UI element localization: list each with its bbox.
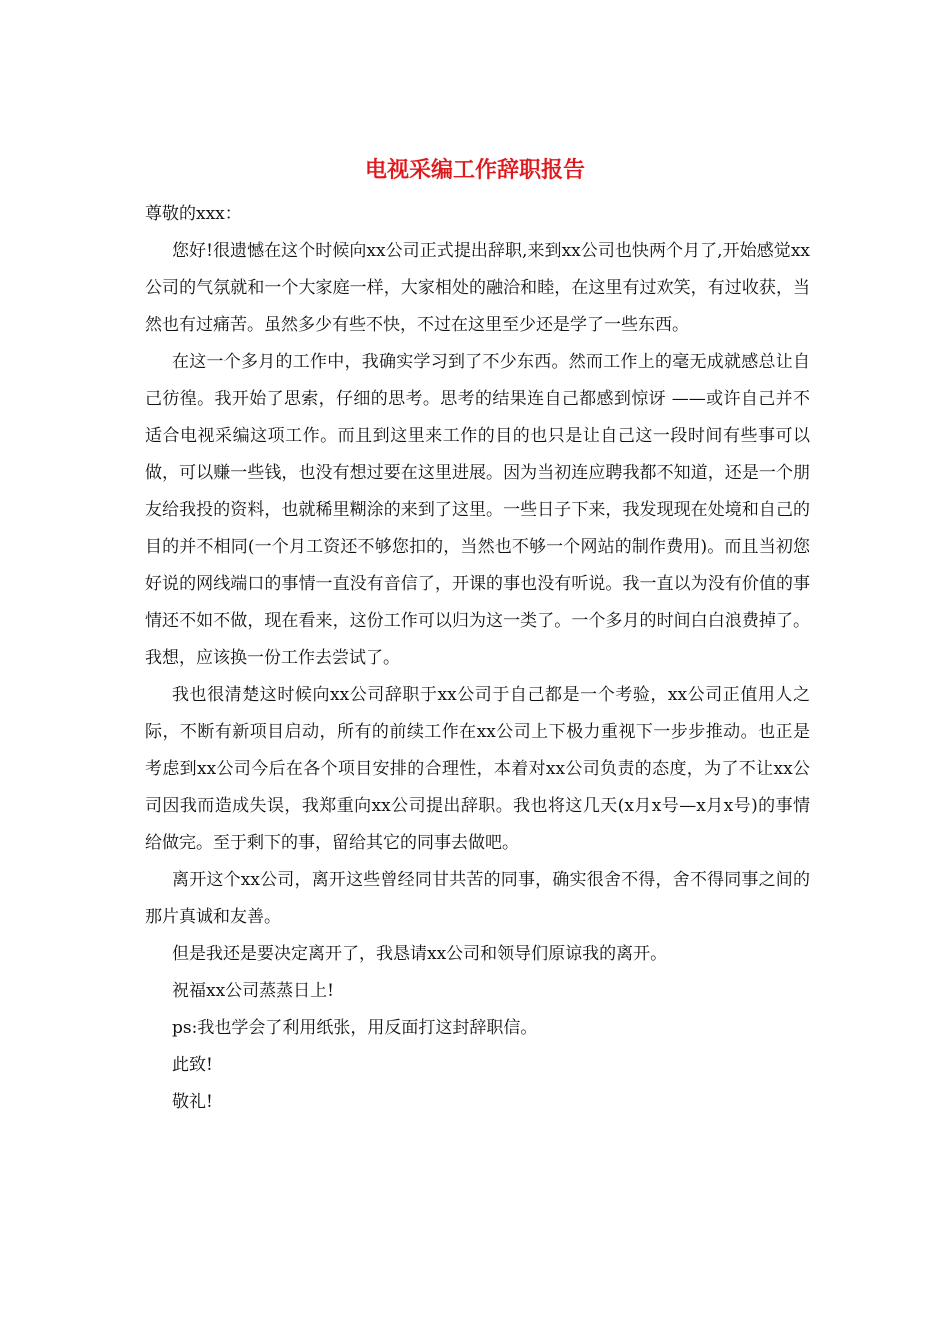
regards-line: 敬礼! — [172, 1092, 213, 1112]
paragraph-2: 在这一个多月的工作中，我确实学习到了不少东西。然而工作上的毫无成就感总让自己彷徨。我开始了思索，仔细的思考。思考的结果连自己都感到惊讶 ——或许自己并不适合电视采编这项工作。而且到这里来工作的目的也只是让自己这一段时间有些事可以做，可以赚一些钱，也没有想过要在这里进展。因为当初连应聘我都不知道，还是一个朋友给我投的资料，也就稀里糊涂的来到了这里。一些日子下来，我发现现在处境和自己的目的并不相同(一个月工资还不够您扣的，当然也不够一个网站的制作费用)。而且当初您好说的网线端口的事情一直没有音信了，开课的事也没有听说。我一直以为没有价值的事情还不如不做，现在看来，这份工作可以归为这一类了。一个多月的时间白白浪费掉了。我想，应该换一份工作去尝试了。 — [145, 352, 810, 668]
letter-body — [145, 196, 810, 1121]
paragraph-3: 我也很清楚这时候向xx公司辞职于xx公司于自己都是一个考验，xx公司正值用人之际，不断有新项目启动，所有的前续工作在xx公司上下极力重视下一步步推动。也正是考虑到xx公司今后在各个项目安排的合理性，本着对xx公司负责的态度，为了不让xx公司因我而造成失误，我郑重向xx公司提出辞职。我也将这几天(x月x号—x月x号)的事情给做完。至于剩下的事，留给其它的同事去做吧。 — [145, 685, 810, 853]
blessing-line: 祝福xx公司蒸蒸日上! — [172, 981, 335, 1001]
postscript-line: ps:我也学会了利用纸张，用反面打这封辞职信。 — [172, 1018, 538, 1038]
closing-line: 此致! — [172, 1055, 213, 1075]
salutation: 尊敬的xxx： — [145, 204, 242, 224]
paragraph-5: 但是我还是要决定离开了，我恳请xx公司和领导们原谅我的离开。 — [172, 944, 668, 964]
document-title: 电视采编工作辞职报告 — [364, 157, 585, 183]
paragraph-4: 离开这个xx公司，离开这些曾经同甘共苦的同事，确实很舍不得，舍不得同事之间的那片真诚和友善。 — [145, 870, 810, 927]
paragraph-1: 您好!很遗憾在这个时候向xx公司正式提出辞职,来到xx公司也快两个月了,开始感觉xx公司的气氛就和一个大家庭一样，大家相处的融洽和睦，在这里有过欢笑，有过收获，当然也有过痛苦。虽然多少有些不快，不过在这里至少还是学了一些东西。 — [145, 241, 810, 335]
